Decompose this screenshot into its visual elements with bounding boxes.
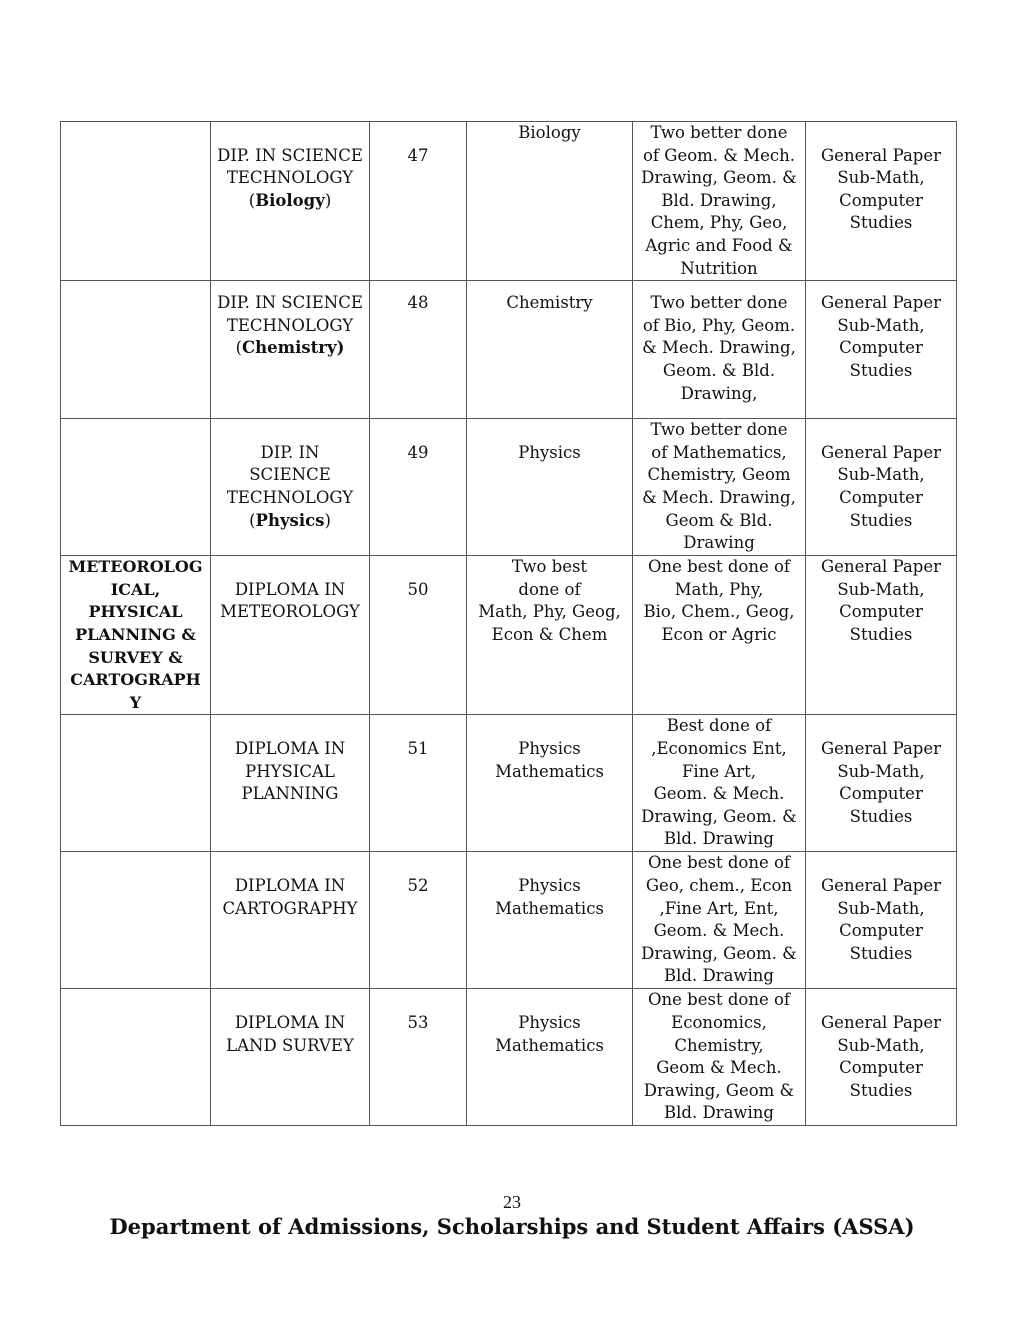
utme-line: Computer (839, 1058, 923, 1078)
subject-line: Two best (511, 557, 588, 577)
faculty-cell (61, 715, 211, 852)
requirement-line: & Mech. Drawing, (642, 487, 796, 507)
requirement-line: Geom & Mech. (656, 1058, 782, 1078)
utme-line: Studies (849, 360, 913, 380)
requirement-line: Bld. Drawing (664, 829, 774, 849)
requirement-line: Bld. Drawing (664, 1103, 774, 1123)
faculty-cell (61, 556, 211, 715)
subjects-cell (467, 281, 633, 419)
programme-name-line: (Chemistry) (235, 338, 345, 358)
requirement-line: Econ or Agric (661, 624, 777, 644)
programme-cell (211, 715, 370, 852)
utme-line: General Paper (821, 738, 941, 758)
requirement-line: One best done of (647, 853, 790, 873)
faculty-name-line: CARTOGRAPH (70, 670, 201, 690)
other-requirements-cell (633, 989, 806, 1126)
other-requirements-cell (633, 281, 806, 419)
utme-line: Sub-Math, (837, 315, 925, 335)
programme-cell (211, 419, 370, 556)
faculty-cell (61, 989, 211, 1126)
requirement-line: Drawing, Geom. & (641, 168, 797, 188)
programme-name-line: PLANNING (241, 784, 339, 804)
subject-line: Mathematics (495, 1035, 604, 1055)
course-code-cell (370, 556, 467, 715)
requirement-line: Bio, Chem., Geog, (643, 602, 795, 622)
utme-line: Computer (839, 602, 923, 622)
other-requirements-cell (633, 715, 806, 852)
requirement-line: ,Economics Ent, (651, 738, 787, 758)
programme-cell (211, 122, 370, 281)
requirement-line: Geom. & Bld. (662, 360, 776, 380)
utme-subjects-cell (806, 989, 957, 1126)
utme-line: Studies (849, 943, 913, 963)
faculty-name-line: ICAL, (110, 579, 161, 599)
programme-name-line: CARTOGRAPHY (222, 898, 358, 918)
programme-name-line: DIPLOMA IN (234, 738, 346, 758)
programme-name-line: DIP. IN (260, 442, 320, 462)
utme-subjects-cell (806, 122, 957, 281)
requirement-line: Nutrition (680, 258, 758, 278)
course-code: 52 (407, 875, 429, 895)
utme-line: Sub-Math, (837, 168, 925, 188)
utme-line: Sub-Math, (837, 1035, 925, 1055)
programme-requirements-table (60, 121, 957, 1126)
utme-subjects-cell (806, 281, 957, 419)
programme-name-line: (Physics) (249, 510, 331, 530)
utme-line: General Paper (821, 557, 941, 577)
course-code: 47 (407, 145, 429, 165)
faculty-name-line: METEOROLOG (68, 557, 203, 577)
subject-line: Math, Phy, Geog, (478, 602, 621, 622)
course-code-cell (370, 122, 467, 281)
other-requirements-cell (633, 852, 806, 989)
utme-line: General Paper (821, 442, 941, 462)
table-row (61, 556, 957, 715)
faculty-cell (61, 419, 211, 556)
page-number: 23 (503, 1192, 521, 1212)
requirement-line: One best done of (647, 557, 790, 577)
requirement-line: Best done of (666, 716, 772, 736)
utme-line: Sub-Math, (837, 761, 925, 781)
faculty-cell (61, 852, 211, 989)
utme-line: General Paper (821, 1012, 941, 1032)
programme-name-line: DIP. IN SCIENCE (217, 145, 363, 165)
utme-line: Studies (849, 510, 913, 530)
requirement-line: Two better done (650, 123, 788, 142)
utme-line: General Paper (821, 145, 941, 165)
programme-name-line: LAND SURVEY (226, 1035, 354, 1055)
requirement-line: Drawing (683, 533, 755, 553)
requirement-line: Chemistry, Geom (647, 465, 791, 485)
faculty-name-line: Y (129, 692, 142, 712)
programme-cell (211, 852, 370, 989)
programme-name-line: DIP. IN SCIENCE (217, 293, 363, 313)
programme-name-line: SCIENCE (249, 465, 331, 485)
utme-line: General Paper (821, 875, 941, 895)
programme-name-line: DIPLOMA IN (234, 579, 346, 599)
requirement-line: Two better done (650, 420, 788, 440)
requirement-line: Math, Phy, (674, 579, 764, 599)
table-row (61, 852, 957, 989)
requirement-line: One best done of (647, 990, 790, 1010)
faculty-name-line: PLANNING & (75, 624, 196, 644)
utme-line: Sub-Math, (837, 465, 925, 485)
utme-subjects-cell (806, 556, 957, 715)
programme-cell (211, 556, 370, 715)
utme-line: Studies (849, 213, 913, 233)
other-requirements-cell (633, 122, 806, 281)
utme-line: Sub-Math, (837, 579, 925, 599)
table-row (61, 281, 957, 419)
requirement-line: Fine Art, (681, 761, 757, 781)
programme-name-line: TECHNOLOGY (226, 315, 354, 335)
requirement-line: of Bio, Phy, Geom. (642, 315, 796, 335)
utme-subjects-cell (806, 852, 957, 989)
requirement-line: Drawing, Geom & (643, 1080, 795, 1100)
course-code: 51 (407, 738, 429, 758)
table-body (61, 122, 957, 1126)
other-requirements-cell (633, 556, 806, 715)
subjects-cell (467, 122, 633, 281)
requirement-line: Geom & Bld. (665, 510, 773, 530)
programme-name-line: (Biology) (248, 190, 332, 210)
subject-line: Biology (518, 123, 581, 142)
requirement-line: Agric and Food & (645, 235, 793, 255)
utme-line: Studies (849, 1080, 913, 1100)
programme-name-line: DIPLOMA IN (234, 875, 346, 895)
utme-subjects-cell (806, 419, 957, 556)
subjects-cell (467, 556, 633, 715)
table-row (61, 715, 957, 852)
requirement-line: & Mech. Drawing, (642, 338, 796, 358)
requirement-line: Geo, chem., Econ (645, 875, 793, 895)
utme-line: Computer (839, 784, 923, 804)
utme-line: Studies (849, 624, 913, 644)
requirement-line: Geom. & Mech. (653, 921, 785, 941)
requirement-line: Drawing, (680, 383, 758, 403)
requirement-line: Drawing, Geom. & (641, 806, 797, 826)
utme-line: Computer (839, 921, 923, 941)
programme-name-line: TECHNOLOGY (226, 487, 354, 507)
requirement-line: Chemistry, (674, 1035, 764, 1055)
subjects-cell (467, 852, 633, 989)
utme-line: General Paper (821, 293, 941, 313)
course-code-cell (370, 852, 467, 989)
utme-line: Sub-Math, (837, 898, 925, 918)
programme-cell (211, 989, 370, 1126)
faculty-cell (61, 281, 211, 419)
course-code-cell (370, 989, 467, 1126)
course-code: 50 (407, 579, 429, 599)
course-code: 49 (407, 442, 429, 462)
course-code-cell (370, 715, 467, 852)
subject-line: Econ & Chem (491, 624, 608, 644)
requirement-line: Geom. & Mech. (653, 784, 785, 804)
table-row (61, 419, 957, 556)
utme-line: Computer (839, 190, 923, 210)
course-code-cell (370, 419, 467, 556)
subject-line: Physics (518, 1012, 581, 1032)
table-row (61, 122, 957, 281)
requirement-line: Bld. Drawing, (661, 190, 777, 210)
course-code: 53 (407, 1012, 429, 1032)
subject-line: Physics (518, 738, 581, 758)
course-code-cell (370, 281, 467, 419)
requirement-line: of Geom. & Mech. (642, 145, 795, 165)
faculty-name-line: SURVEY & (88, 647, 183, 667)
subject-line: done of (518, 579, 581, 599)
programme-cell (211, 281, 370, 419)
utme-line: Computer (839, 487, 923, 507)
utme-subjects-cell (806, 715, 957, 852)
programme-name-line: TECHNOLOGY (226, 168, 354, 188)
subject-line: Mathematics (495, 761, 604, 781)
utme-line: Studies (849, 806, 913, 826)
requirement-line: of Mathematics, (651, 442, 787, 462)
requirement-line: Bld. Drawing (664, 966, 774, 986)
subject-line: Mathematics (495, 898, 604, 918)
programme-name-line: METEOROLOGY (220, 602, 360, 622)
subject-line: Chemistry (506, 293, 593, 313)
programme-name-line: PHYSICAL (245, 761, 335, 781)
table-row (61, 989, 957, 1126)
footer-department-title: Department of Admissions, Scholarships and Student Affairs (ASSA) (109, 1214, 915, 1239)
faculty-name-line: PHYSICAL (88, 602, 183, 622)
subject-line: Physics (518, 442, 581, 462)
subject-line: Physics (518, 875, 581, 895)
utme-line: Computer (839, 338, 923, 358)
requirement-line: ,Fine Art, Ent, (659, 898, 779, 918)
course-code: 48 (407, 293, 429, 313)
subjects-cell (467, 989, 633, 1126)
other-requirements-cell (633, 419, 806, 556)
requirement-line: Chem, Phy, Geo, (650, 213, 788, 233)
faculty-cell (61, 122, 211, 281)
subjects-cell (467, 715, 633, 852)
subjects-cell (467, 419, 633, 556)
requirement-line: Economics, (671, 1012, 767, 1032)
requirement-line: Two better done (650, 293, 788, 313)
programme-name-line: DIPLOMA IN (234, 1012, 346, 1032)
requirement-line: Drawing, Geom. & (641, 943, 797, 963)
